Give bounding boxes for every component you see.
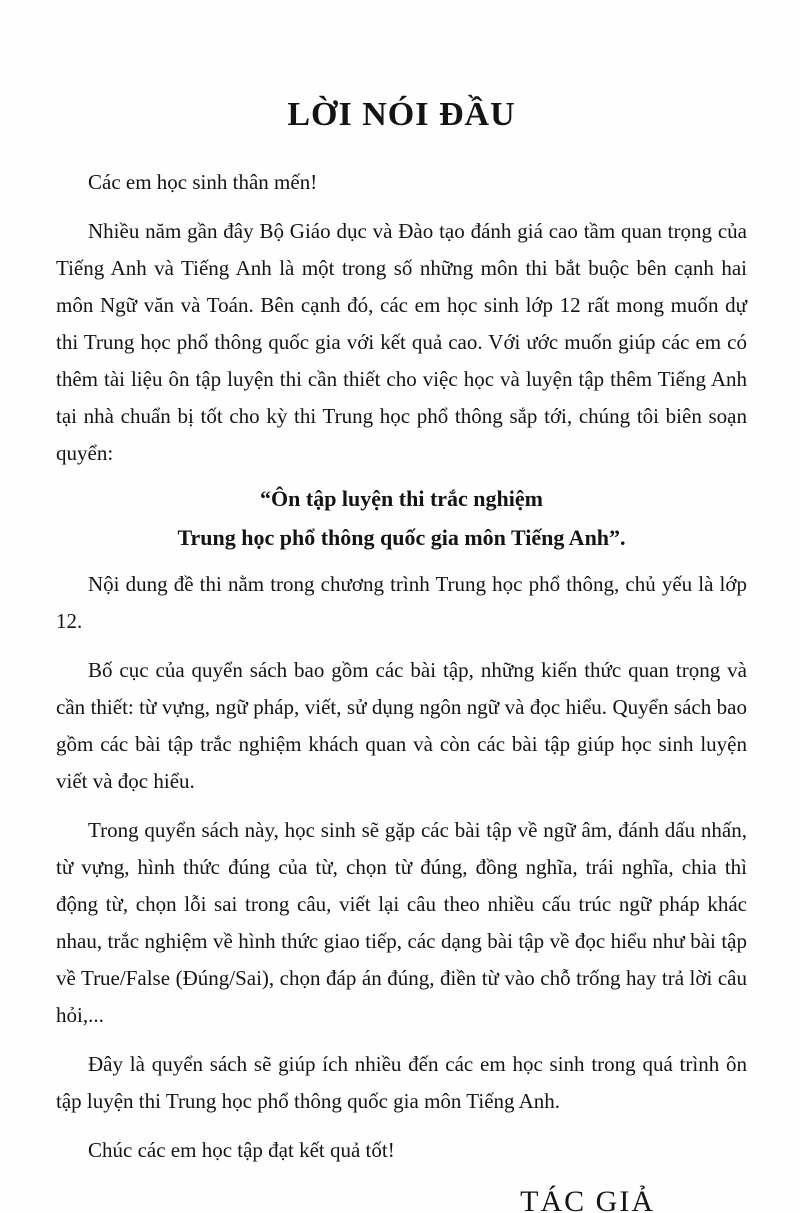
book-title-line-1: “Ôn tập luyện thi trắc nghiệm	[260, 486, 543, 511]
benefit-paragraph: Đây là quyển sách sẽ giúp ích nhiều đến các em học sinh trong quá trình ôn tập luyện thi Trung học phổ thông quốc gia môn Tiếng Anh.	[56, 1052, 747, 1113]
intro-paragraph: Nhiều năm gần đây Bộ Giáo dục và Đào tạo đánh giá cao tầm quan trọng của Tiếng Anh và Tiếng Anh là một trong số những môn thi bắt buộc bên cạnh hai môn Ngữ văn và Toán. Bên cạnh đó, các em học sinh lớp 12 rất mong muốn dự thi Trung học phổ thông quốc gia với kết quả cao. Với ước muốn giúp các em có thêm tài liệu ôn tập luyện thi cần thiết cho việc học và luyện tập thêm Tiếng Anh tại nhà chuẩn bị tốt cho kỳ thi Trung học phổ thông sắp tới, chúng tôi biên soạn quyển:	[56, 219, 747, 465]
page-title: LỜI NÓI ĐẦU	[287, 96, 516, 133]
book-title-line-2: Trung học phổ thông quốc gia môn Tiếng Anh”.	[177, 525, 626, 550]
greeting-line: Các em học sinh thân mến!	[88, 170, 318, 194]
content-paragraph: Trong quyển sách này, học sinh sẽ gặp các bài tập về ngữ âm, đánh dấu nhấn, từ vựng, hình thức đúng của từ, chọn từ đúng, đồng nghĩa, trái nghĩa, chia thì động từ, chọn lỗi sai trong câu, viết lại câu theo nhiều cấu trúc ngữ pháp khác nhau, trắc nghiệm về hình thức giao tiếp, các dạng bài tập về đọc hiểu như bài tập về True/False (Đúng/Sai), chọn đáp án đúng, điền từ vào chỗ trống hay trả lời câu hỏi,...	[56, 818, 747, 1027]
author-signature: TÁC GIẢ	[520, 1185, 655, 1213]
scope-paragraph: Nội dung đề thi nằm trong chương trình Trung học phổ thông, chủ yếu là lớp 12.	[56, 572, 747, 633]
wish-line: Chúc các em học tập đạt kết quả tốt!	[88, 1138, 395, 1162]
structure-paragraph: Bố cục của quyển sách bao gồm các bài tập, những kiến thức quan trọng và cần thiết: từ vựng, ngữ pháp, viết, sử dụng ngôn ngữ và đọc hiểu. Quyển sách bao gồm các bài tập trắc nghiệm khách quan và còn các bài tập giúp học sinh luyện viết và đọc hiểu.	[56, 658, 747, 793]
